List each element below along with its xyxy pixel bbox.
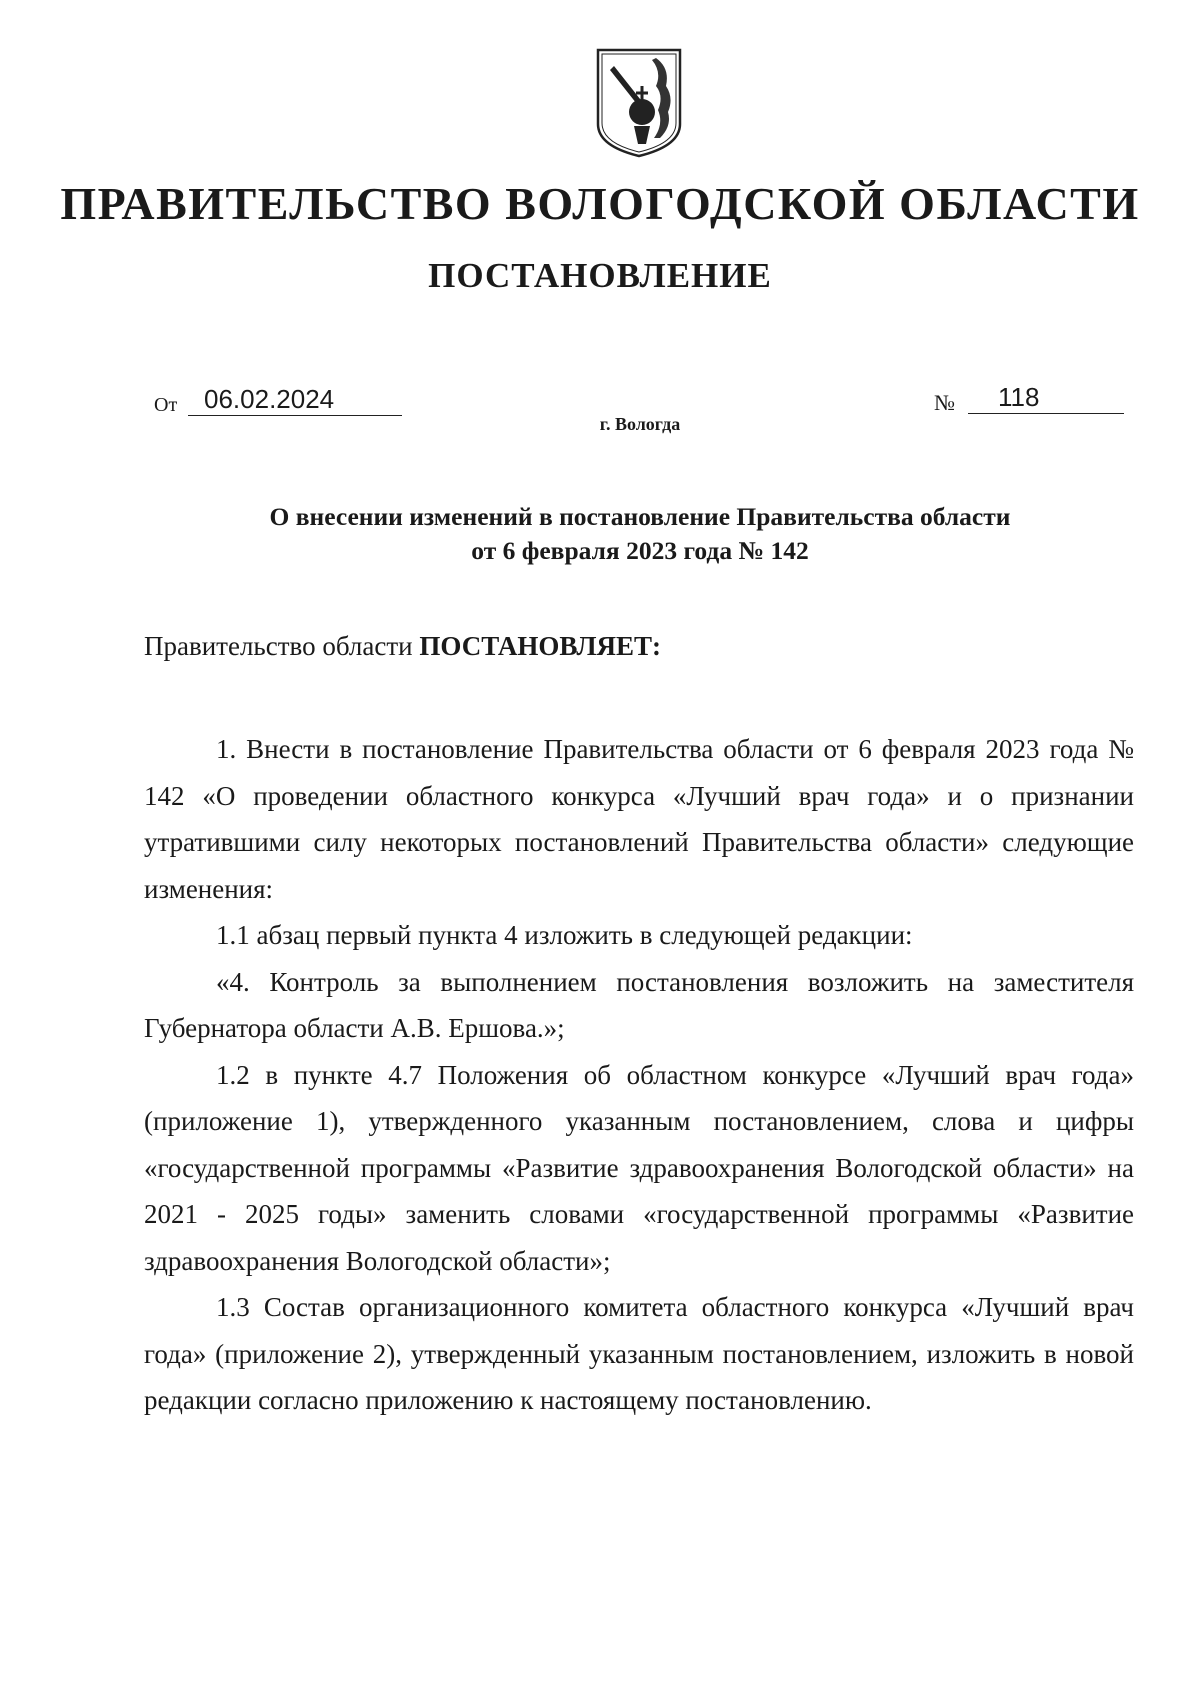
paragraph-1-3: 1.3 Состав организационного комитета областного конкурса «Лучший врач года» (приложение 2), утвержденный указанным постановлением, изложить в новой редакции согласно приложению к настоящему постановлению.: [144, 1292, 1134, 1415]
document-subject: [0, 500, 1200, 568]
paragraph-quote-4: «4. Контроль за выполнением постановления возложить на заместителя Губернатора области А.В. Ершова.»;: [144, 966, 1134, 1043]
document-date: 06.02.2024: [204, 384, 335, 414]
preamble: [144, 628, 661, 664]
preamble-bold: ПОСТАНОВЛЯЕТ:: [419, 631, 661, 661]
preamble-text: Правительство области: [144, 631, 420, 661]
organization-title: ПРАВИТЕЛЬСТВО ВОЛОГОДСКОЙ ОБЛАСТИ: [60, 178, 1140, 229]
number-label: №: [934, 390, 955, 415]
paragraph-1: 1. Внести в постановление Правительства области от 6 февраля 2023 года № 142 «О проведении областного конкурса «Лучший врач года» и о признании утратившими силу некоторых постановлений Правительства области» следующие изменения:: [144, 734, 1134, 904]
subject-line-2: от 6 февраля 2023 года № 142: [471, 536, 809, 565]
number-field: [968, 382, 1124, 414]
date-field: [188, 382, 402, 416]
document-number: 118: [998, 382, 1040, 412]
paragraph-1-2: 1.2 в пункте 4.7 Положения об областном конкурсе «Лучший врач года» (приложение 1), утвержденного указанным постановлением, слова и цифры «государственной программы «Развитие здравоохранения Вологодской области» на 2021 - 2025 годы» заменить словами «государственной программы «Развитие здравоохранения Вологодской области»;: [144, 1059, 1134, 1276]
vologda-coat-of-arms-icon: [594, 46, 684, 160]
date-label: От: [154, 394, 178, 416]
paragraph-1-1: 1.1 абзац первый пункта 4 изложить в следующей редакции:: [216, 920, 913, 950]
document-body: [144, 726, 1134, 1424]
document-type: ПОСТАНОВЛЕНИЕ: [428, 256, 772, 295]
subject-line-1: О внесении изменений в постановление Правительства области: [269, 502, 1011, 531]
city: г. Вологда: [599, 414, 681, 434]
